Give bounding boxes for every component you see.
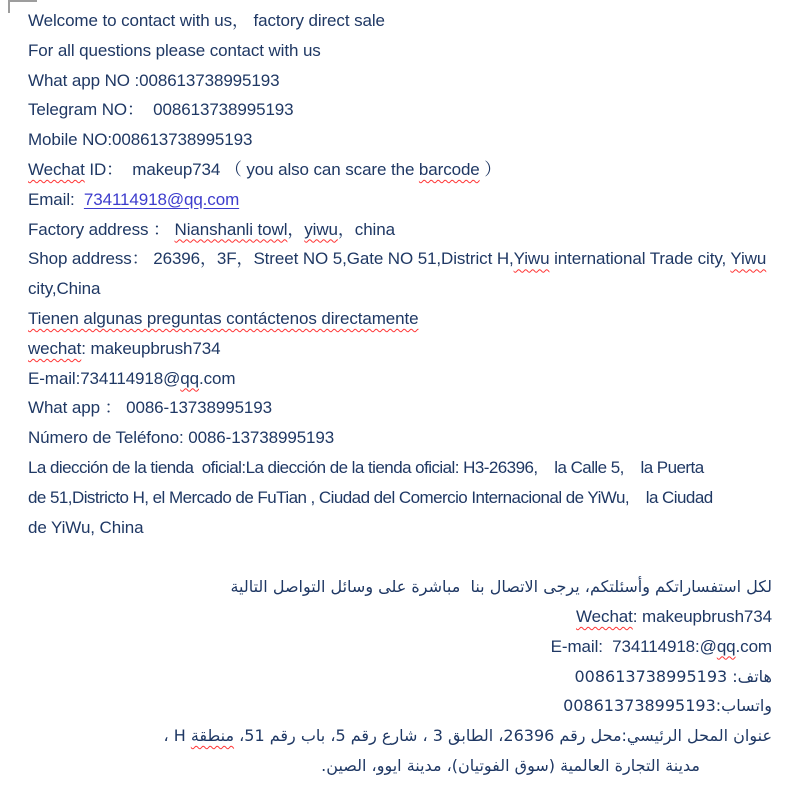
- email-line: [28, 185, 772, 215]
- text-segment: La diección de la tienda oficial:La diección de la tienda oficial: H3-26396, la Calle 5, la Puerta: [28, 457, 704, 477]
- phone-ar-line: [28, 662, 772, 692]
- wechat-id-line: [28, 155, 772, 185]
- text-segment: : makeupbrush734: [81, 338, 221, 358]
- email-es-line: [28, 364, 772, 394]
- text-segment: Nianshanli towl: [174, 219, 288, 239]
- text-segment: Shop address： 26396，3F，Street NO 5,Gate NO 51,District H,: [28, 249, 514, 269]
- questions-line: [28, 36, 772, 66]
- text-segment: qq: [716, 636, 736, 656]
- whatsapp-ar-line: [28, 691, 772, 721]
- text-segment: هاتف: 008613738995193: [574, 666, 772, 686]
- text-segment: ）: [479, 159, 502, 179]
- text-segment: E-mail:734114918@: [28, 368, 181, 388]
- phone-es-line: [28, 423, 772, 453]
- text-segment: Yiwu: [730, 249, 767, 269]
- text-segment: واتساب:008613738995193: [563, 696, 772, 716]
- address-ar-line-1: [28, 721, 772, 751]
- text-segment: لكل استفساراتكم وأسئلتكم، يرجى الاتصال بنا مباشرة على وسائل التواصل التالية: [230, 577, 772, 597]
- text-segment: de YiWu, China: [28, 517, 144, 537]
- text-segment: .com: [199, 368, 236, 388]
- text-segment: ID： makeup734 （ you also can scare the: [84, 159, 419, 179]
- wechat-ar-line: [28, 602, 772, 632]
- text-segment: What app ： 0086-13738995193: [28, 398, 272, 418]
- welcome-line: [28, 6, 772, 36]
- text-segment: مدينة التجارة العالمية (سوق الفوتيان)، مدينة ايوو، الصين.: [321, 755, 700, 775]
- text-segment: عنوان المحل الرئيسي:محل رقم 26396، الطابق 3 ، شارع رقم 5، باب رقم 51،: [234, 726, 772, 746]
- text-segment: منطقة: [190, 726, 235, 746]
- text-segment: qq: [180, 368, 199, 388]
- blank-line: [28, 542, 772, 572]
- text-segment: barcode: [418, 159, 480, 179]
- text-segment: What app NO :008613738995193: [28, 70, 280, 90]
- text-segment: Telegram NO： 008613738995193: [28, 100, 294, 120]
- text-segment: Wechat: [28, 159, 85, 179]
- email-ar-line: [28, 632, 772, 662]
- mobile-line: [28, 125, 772, 155]
- text-segment: Tienen algunas preguntas contáctenos directamente: [28, 308, 419, 328]
- address-ar-line-2: [28, 751, 772, 781]
- shop-address-line-2: [28, 274, 772, 304]
- text-segment: yiwu: [304, 219, 338, 239]
- text-segment: Email:: [28, 189, 84, 209]
- tienda-line-2: [28, 483, 772, 513]
- tienda-line-3: [28, 513, 772, 543]
- text-segment: Mobile NO:008613738995193: [28, 130, 253, 150]
- text-segment: For all questions please contact with us: [28, 40, 321, 60]
- text-segment: Yiwu: [513, 249, 550, 269]
- text-segment: Factory address ：: [28, 219, 175, 239]
- wechat-es-line: [28, 334, 772, 364]
- text-segment: de 51,Districto H, el Mercado de FuTian , Ciudad del Comercio Internacional de YiWu, la Ciudad: [28, 487, 713, 507]
- text-segment: international Trade city,: [549, 249, 731, 269]
- text-segment: : makeupbrush734: [632, 606, 772, 626]
- text-segment: ，: [287, 219, 305, 239]
- arabic-intro-line: [28, 572, 772, 602]
- text-segment: H ،: [163, 726, 191, 746]
- text-segment: city,China: [28, 279, 101, 299]
- text-segment: .com: [735, 636, 772, 656]
- whatsapp-line: [28, 66, 772, 96]
- text-segment: ，china: [337, 219, 395, 239]
- text-segment: wechat: [28, 338, 82, 358]
- shop-address-line-1: [28, 244, 772, 274]
- text-segment: Welcome to contact with us， factory direct sale: [28, 11, 385, 30]
- telegram-line: [28, 95, 772, 125]
- text-segment: Número de Teléfono: 0086-13738995193: [28, 428, 335, 448]
- factory-address-line: [28, 215, 772, 245]
- tienda-line-1: [28, 453, 772, 483]
- email-link[interactable]: 734114918@qq.com: [83, 189, 240, 209]
- text-segment: E-mail: 734114918:@: [550, 636, 717, 656]
- spanish-intro-line: [28, 304, 772, 334]
- document-body: [28, 6, 772, 781]
- whatsapp-es-line: [28, 393, 772, 423]
- text-segment: Wechat: [576, 606, 633, 626]
